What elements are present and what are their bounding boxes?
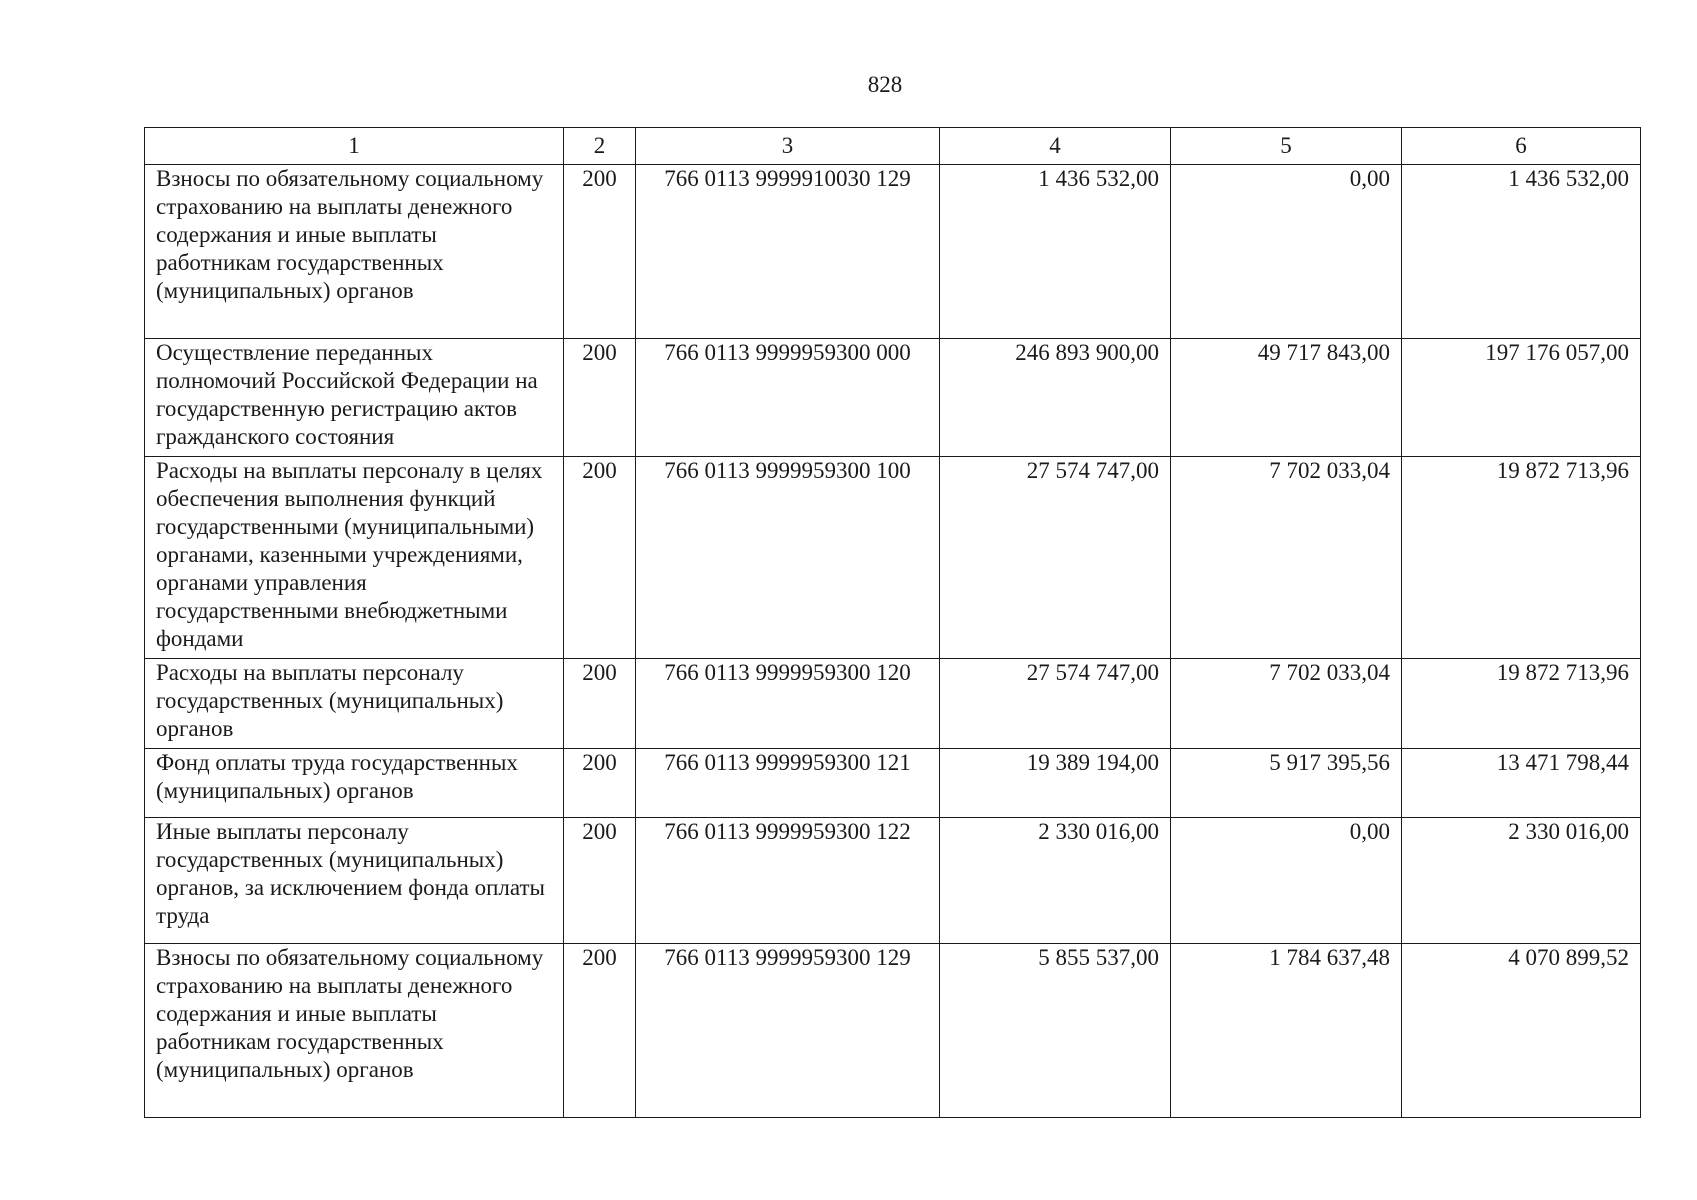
budget-classification-code-cell: 766 0113 9999959300 122	[636, 818, 940, 944]
approved-amount-cell: 2 330 016,00	[940, 818, 1171, 944]
executed-amount-cell: 7 702 033,04	[1171, 659, 1402, 749]
expense-name-cell: Расходы на выплаты персоналу в целях обеспечения выполнения функций государственными (муниципальными) органами, казенными учреждениями, органами управления государственными внебюджетными фондами	[145, 457, 564, 659]
executed-amount-cell: 7 702 033,04	[1171, 457, 1402, 659]
budget-classification-code-cell: 766 0113 9999910030 129	[636, 165, 940, 339]
budget-classification-code-cell: 766 0113 9999959300 129	[636, 944, 940, 1118]
executed-amount-cell: 49 717 843,00	[1171, 339, 1402, 457]
table-row	[145, 659, 1641, 749]
line-code-cell: 200	[564, 818, 636, 944]
executed-amount-cell: 1 784 637,48	[1171, 944, 1402, 1118]
line-code-cell: 200	[564, 165, 636, 339]
column-header-4: 4	[940, 128, 1171, 165]
column-header-3: 3	[636, 128, 940, 165]
approved-amount-cell: 27 574 747,00	[940, 457, 1171, 659]
line-code-cell: 200	[564, 659, 636, 749]
expense-name-cell: Иные выплаты персоналу государственных (муниципальных) органов, за исключением фонда оплаты труда	[145, 818, 564, 944]
line-code-cell: 200	[564, 457, 636, 659]
budget-classification-code-cell: 766 0113 9999959300 120	[636, 659, 940, 749]
column-header-5: 5	[1171, 128, 1402, 165]
budget-classification-code-cell: 766 0113 9999959300 100	[636, 457, 940, 659]
table-row	[145, 944, 1641, 1118]
budget-execution-table	[144, 127, 1641, 1118]
unexecuted-amount-cell: 1 436 532,00	[1402, 165, 1641, 339]
unexecuted-amount-cell: 19 872 713,96	[1402, 659, 1641, 749]
approved-amount-cell: 19 389 194,00	[940, 749, 1171, 818]
budget-classification-code-cell: 766 0113 9999959300 121	[636, 749, 940, 818]
unexecuted-amount-cell: 2 330 016,00	[1402, 818, 1641, 944]
approved-amount-cell: 5 855 537,00	[940, 944, 1171, 1118]
line-code-cell: 200	[564, 339, 636, 457]
approved-amount-cell: 1 436 532,00	[940, 165, 1171, 339]
expense-name-cell: Взносы по обязательному социальному страхованию на выплаты денежного содержания и иные выплаты работникам государственных (муниципальных) органов	[145, 944, 564, 1118]
column-header-6: 6	[1402, 128, 1641, 165]
column-header-1: 1	[145, 128, 564, 165]
line-code-cell: 200	[564, 944, 636, 1118]
table-row	[145, 457, 1641, 659]
expense-name-cell: Фонд оплаты труда государственных (муниципальных) органов	[145, 749, 564, 818]
unexecuted-amount-cell: 13 471 798,44	[1402, 749, 1641, 818]
unexecuted-amount-cell: 4 070 899,52	[1402, 944, 1641, 1118]
unexecuted-amount-cell: 19 872 713,96	[1402, 457, 1641, 659]
expense-name-cell: Взносы по обязательному социальному страхованию на выплаты денежного содержания и иные выплаты работникам государственных (муниципальных) органов	[145, 165, 564, 339]
table-row	[145, 339, 1641, 457]
page-number: 828	[867, 72, 903, 97]
approved-amount-cell: 246 893 900,00	[940, 339, 1171, 457]
table-row	[145, 165, 1641, 339]
unexecuted-amount-cell: 197 176 057,00	[1402, 339, 1641, 457]
expense-name-cell: Расходы на выплаты персоналу государственных (муниципальных) органов	[145, 659, 564, 749]
line-code-cell: 200	[564, 749, 636, 818]
table-row	[145, 749, 1641, 818]
budget-classification-code-cell: 766 0113 9999959300 000	[636, 339, 940, 457]
expense-name-cell: Осуществление переданных полномочий Российской Федерации на государственную регистрацию актов гражданского состояния	[145, 339, 564, 457]
executed-amount-cell: 0,00	[1171, 165, 1402, 339]
approved-amount-cell: 27 574 747,00	[940, 659, 1171, 749]
executed-amount-cell: 0,00	[1171, 818, 1402, 944]
column-header-2: 2	[564, 128, 636, 165]
table-row	[145, 818, 1641, 944]
executed-amount-cell: 5 917 395,56	[1171, 749, 1402, 818]
table-header-row	[145, 128, 1641, 165]
